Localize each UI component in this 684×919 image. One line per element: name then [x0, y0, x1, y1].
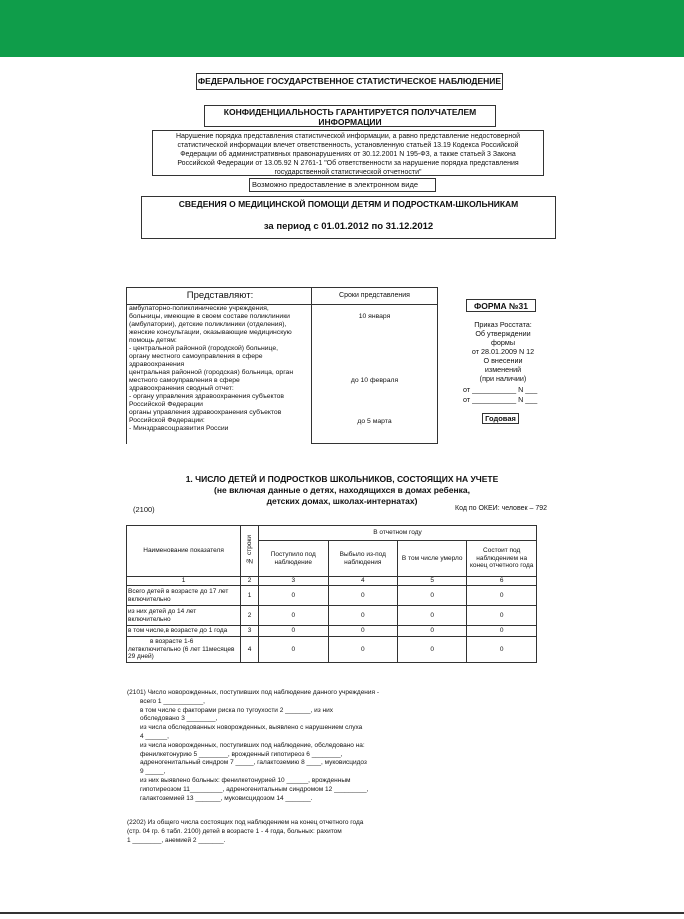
- row-name: из них детей до 14 лет включительно: [127, 606, 241, 626]
- col-row-label: № строки: [245, 535, 253, 565]
- presenter-line: - органу управления здравоохранения субъектов: [129, 393, 284, 400]
- presenter-line: здравоохранения: [129, 361, 185, 368]
- order-line: Приказ Росстата:: [474, 320, 532, 329]
- row-name: в том числе,в возрасте до 1 года: [127, 626, 241, 637]
- cell-value: 0: [467, 637, 537, 663]
- presenter-line: органы управления здравоохранения субъектов: [129, 409, 282, 416]
- paragraph-2202: [127, 819, 427, 845]
- cell-value: 0: [398, 626, 467, 637]
- presenter-line: женские консультации, оказывающие медицинскую: [129, 329, 292, 336]
- cell-value: 0: [258, 586, 328, 606]
- cell-value: 0: [398, 586, 467, 606]
- reporting-year-header: В отчетном году: [258, 526, 536, 541]
- deadline-1: 10 января: [358, 313, 391, 320]
- electronic-text: Возможно предоставление в электронном виде: [252, 180, 419, 189]
- presenter-line: центральная районной (городская) больница, орган: [129, 369, 294, 376]
- paragraph-line: (стр. 04 гр. 6 табл. 2100) детей в возрасте 1 - 4 года, больных: рахитом: [127, 827, 342, 835]
- paragraph-line: (2202) Из общего числа состоящих под наблюдением на конец отчетного года: [127, 819, 364, 826]
- violation-line: Нарушение порядка представления статистической информации, а равно представление недостоверной: [175, 133, 521, 140]
- paragraph-line: в том числе с факторами риска по тугоухости 2 _______, из них: [140, 706, 333, 714]
- order-text: [455, 320, 551, 383]
- row-number: 4: [241, 637, 259, 663]
- col-number: 3: [258, 577, 328, 586]
- top-banner: [0, 0, 684, 57]
- presenter-line: - Минздравсоцразвития России: [129, 425, 229, 432]
- row-number: 2: [241, 606, 259, 626]
- annual-badge: Годовая: [482, 413, 519, 424]
- violation-notice: [152, 130, 544, 176]
- presenter-line: Российской Федерации: [129, 401, 203, 408]
- cell-value: 0: [328, 626, 398, 637]
- section1-title-line: (не включая данные о детях, находящихся в домах ребенка,: [214, 485, 470, 495]
- cell-value: 0: [258, 637, 328, 663]
- paragraph-line: из них выявлено больных: фенилкетонурией 10 ______, врожденным: [140, 776, 351, 784]
- federal-title: ФЕДЕРАЛЬНОЕ ГОСУДАРСТВЕННОЕ СТАТИСТИЧЕСКОЕ НАБЛЮДЕНИЕ: [197, 76, 502, 86]
- presenter-line: - центральной районной (городской) больнице,: [129, 345, 279, 352]
- report-period: за период с 01.01.2012 по 31.12.2012: [263, 221, 434, 232]
- paragraph-line: обследовано 3 ________,: [140, 715, 218, 723]
- children-table: [126, 525, 537, 663]
- paragraph-line: 1 ________, анемией 2 _______.: [127, 836, 226, 844]
- presenters-cell: [127, 305, 312, 444]
- order-ref-2: от ___________ N ___: [463, 395, 538, 404]
- paragraph-line: из числа новорожденных, поступивших под наблюдение, обследовано на:: [140, 741, 365, 749]
- paragraph-2101: [127, 689, 427, 803]
- bottom-divider: [0, 912, 684, 914]
- order-line: Об утверждении: [475, 329, 531, 338]
- presenter-line: Российской Федерации:: [129, 417, 205, 424]
- report-title: СВЕДЕНИЯ О МЕДИЦИНСКОЙ ПОМОЩИ ДЕТЯМ И ПОДРОСТКАМ-ШКОЛЬНИКАМ: [178, 199, 519, 209]
- order-line: О внесении: [483, 356, 523, 365]
- row-name: в возрасте 1-6 летвключительно (6 лет 11месяцев 29 дней): [127, 637, 241, 663]
- paragraph-line: 4 ______,: [140, 732, 169, 740]
- presenter-line: больницы, имеющие в своем составе поликлиники: [129, 313, 290, 320]
- violation-line: Российской Федерации от 13.05.92 N 2761-1 "Об ответственности за нарушение порядка представления: [177, 160, 519, 167]
- presenter-line: местного самоуправления в сфере: [129, 377, 240, 384]
- paragraph-line: из числа обследованных новорожденных, выявлено с нарушением слуха: [140, 724, 363, 732]
- form-number-box: ФОРМА №31: [466, 299, 536, 312]
- order-line: от 28.01.2009 N 12: [471, 347, 535, 356]
- presenters-header: Представляют:: [127, 288, 312, 305]
- table-row: [127, 637, 537, 663]
- deadline-3: до 5 марта: [357, 418, 392, 425]
- table-row: [127, 606, 537, 626]
- federal-observation-box: [196, 73, 503, 90]
- paragraph-line: гипотиреозом 11_________, адреногенитальным синдромом 12 _________,: [140, 785, 369, 793]
- cell-value: 0: [467, 626, 537, 637]
- col-number: 1: [127, 577, 241, 586]
- paragraph-line: адреногенитальный синдром 7 _____, галактоземию 8 ____, муковисцидоз: [140, 759, 367, 767]
- cell-value: 0: [467, 606, 537, 626]
- cell-value: 0: [328, 606, 398, 626]
- col-number: 5: [398, 577, 467, 586]
- violation-line: государственной статистической отчетности": [274, 169, 422, 176]
- cell-value: 0: [467, 586, 537, 606]
- cell-value: 0: [258, 626, 328, 637]
- section1-title-line: 1. ЧИСЛО ДЕТЕЙ И ПОДРОСТКОВ ШКОЛЬНИКОВ, СОСТОЯЩИХ НА УЧЕТЕ: [185, 474, 499, 484]
- deadline-2: до 10 февраля: [350, 377, 399, 384]
- paragraph-line: всего 1 ___________,: [140, 697, 205, 705]
- col-header: В том числе умерло: [398, 541, 467, 577]
- col-row-header: [241, 526, 259, 577]
- paragraph-line: фенилкетонурию 5 ________, врожденный гипотиреоз 6 ________,: [140, 750, 343, 758]
- col-number: 6: [467, 577, 537, 586]
- row-number: 1: [241, 586, 259, 606]
- cell-value: 0: [398, 637, 467, 663]
- confidential-box: [204, 105, 496, 127]
- cell-value: 0: [258, 606, 328, 626]
- table-code: (2100): [133, 505, 155, 514]
- order-line: (при наличии): [479, 374, 527, 383]
- paragraph-line: 9 _____,: [140, 768, 166, 776]
- confidential-line-1: КОНФИДЕНЦИАЛЬНОСТЬ ГАРАНТИРУЕТСЯ ПОЛУЧАТЕЛЕМ: [223, 107, 477, 117]
- violation-line: Федерации об административных правонарушениях от 30.12.2001 N 195-ФЗ, а также статьей 3 Закона: [180, 151, 516, 158]
- col-number: 2: [241, 577, 259, 586]
- report-title-box: [141, 196, 556, 239]
- paragraph-line: (2101) Число новорожденных, поступивших под наблюдение данного учреждения -: [127, 689, 380, 696]
- presenter-line: амбулаторно-поликлинические учреждения,: [129, 305, 269, 312]
- table-row: [127, 626, 537, 637]
- deadline-header: Сроки представления: [312, 288, 438, 305]
- confidential-line-2: ИНФОРМАЦИИ: [318, 117, 382, 127]
- order-line: изменений: [484, 365, 522, 374]
- table-row: [127, 586, 537, 606]
- section1-title: [130, 474, 554, 507]
- presenter-line: (амбулатории), детские поликлиники (отделения),: [129, 321, 287, 328]
- order-ref-1: от ___________ N ___: [463, 385, 538, 394]
- presenter-line: органу местного самоуправления в сфере: [129, 353, 263, 360]
- col-header: Состоит под наблюдением на конец отчетного года: [467, 541, 537, 577]
- row-name: Всего детей в возрасте до 17 лет включительно: [127, 586, 241, 606]
- okei-code: Код по ОКЕИ: человек – 792: [455, 505, 548, 512]
- col-header: Выбыло из-под наблюдения: [328, 541, 398, 577]
- cell-value: 0: [328, 586, 398, 606]
- col-header: Поступило под наблюдение: [258, 541, 328, 577]
- paragraph-line: галактоземией 13 _______, муковисцидозом 14 _______.: [140, 794, 313, 802]
- cell-value: 0: [398, 606, 467, 626]
- section1-title-line: детских домах, школах-интернатах): [266, 496, 418, 506]
- order-line: формы: [490, 338, 516, 347]
- presenters-table: [126, 287, 438, 444]
- violation-line: статистической информации влечет ответственность, установленную статьей 13.19 Кодекса Российской: [177, 142, 519, 149]
- col-number: 4: [328, 577, 398, 586]
- presenter-line: здравоохранения сводный отчет:: [129, 385, 234, 392]
- cell-value: 0: [328, 637, 398, 663]
- electronic-notice: [249, 178, 436, 192]
- row-number: 3: [241, 626, 259, 637]
- col-name-header: Наименование показателя: [127, 526, 241, 577]
- presenter-line: помощь детям:: [129, 337, 177, 344]
- deadline-cell: [312, 305, 438, 444]
